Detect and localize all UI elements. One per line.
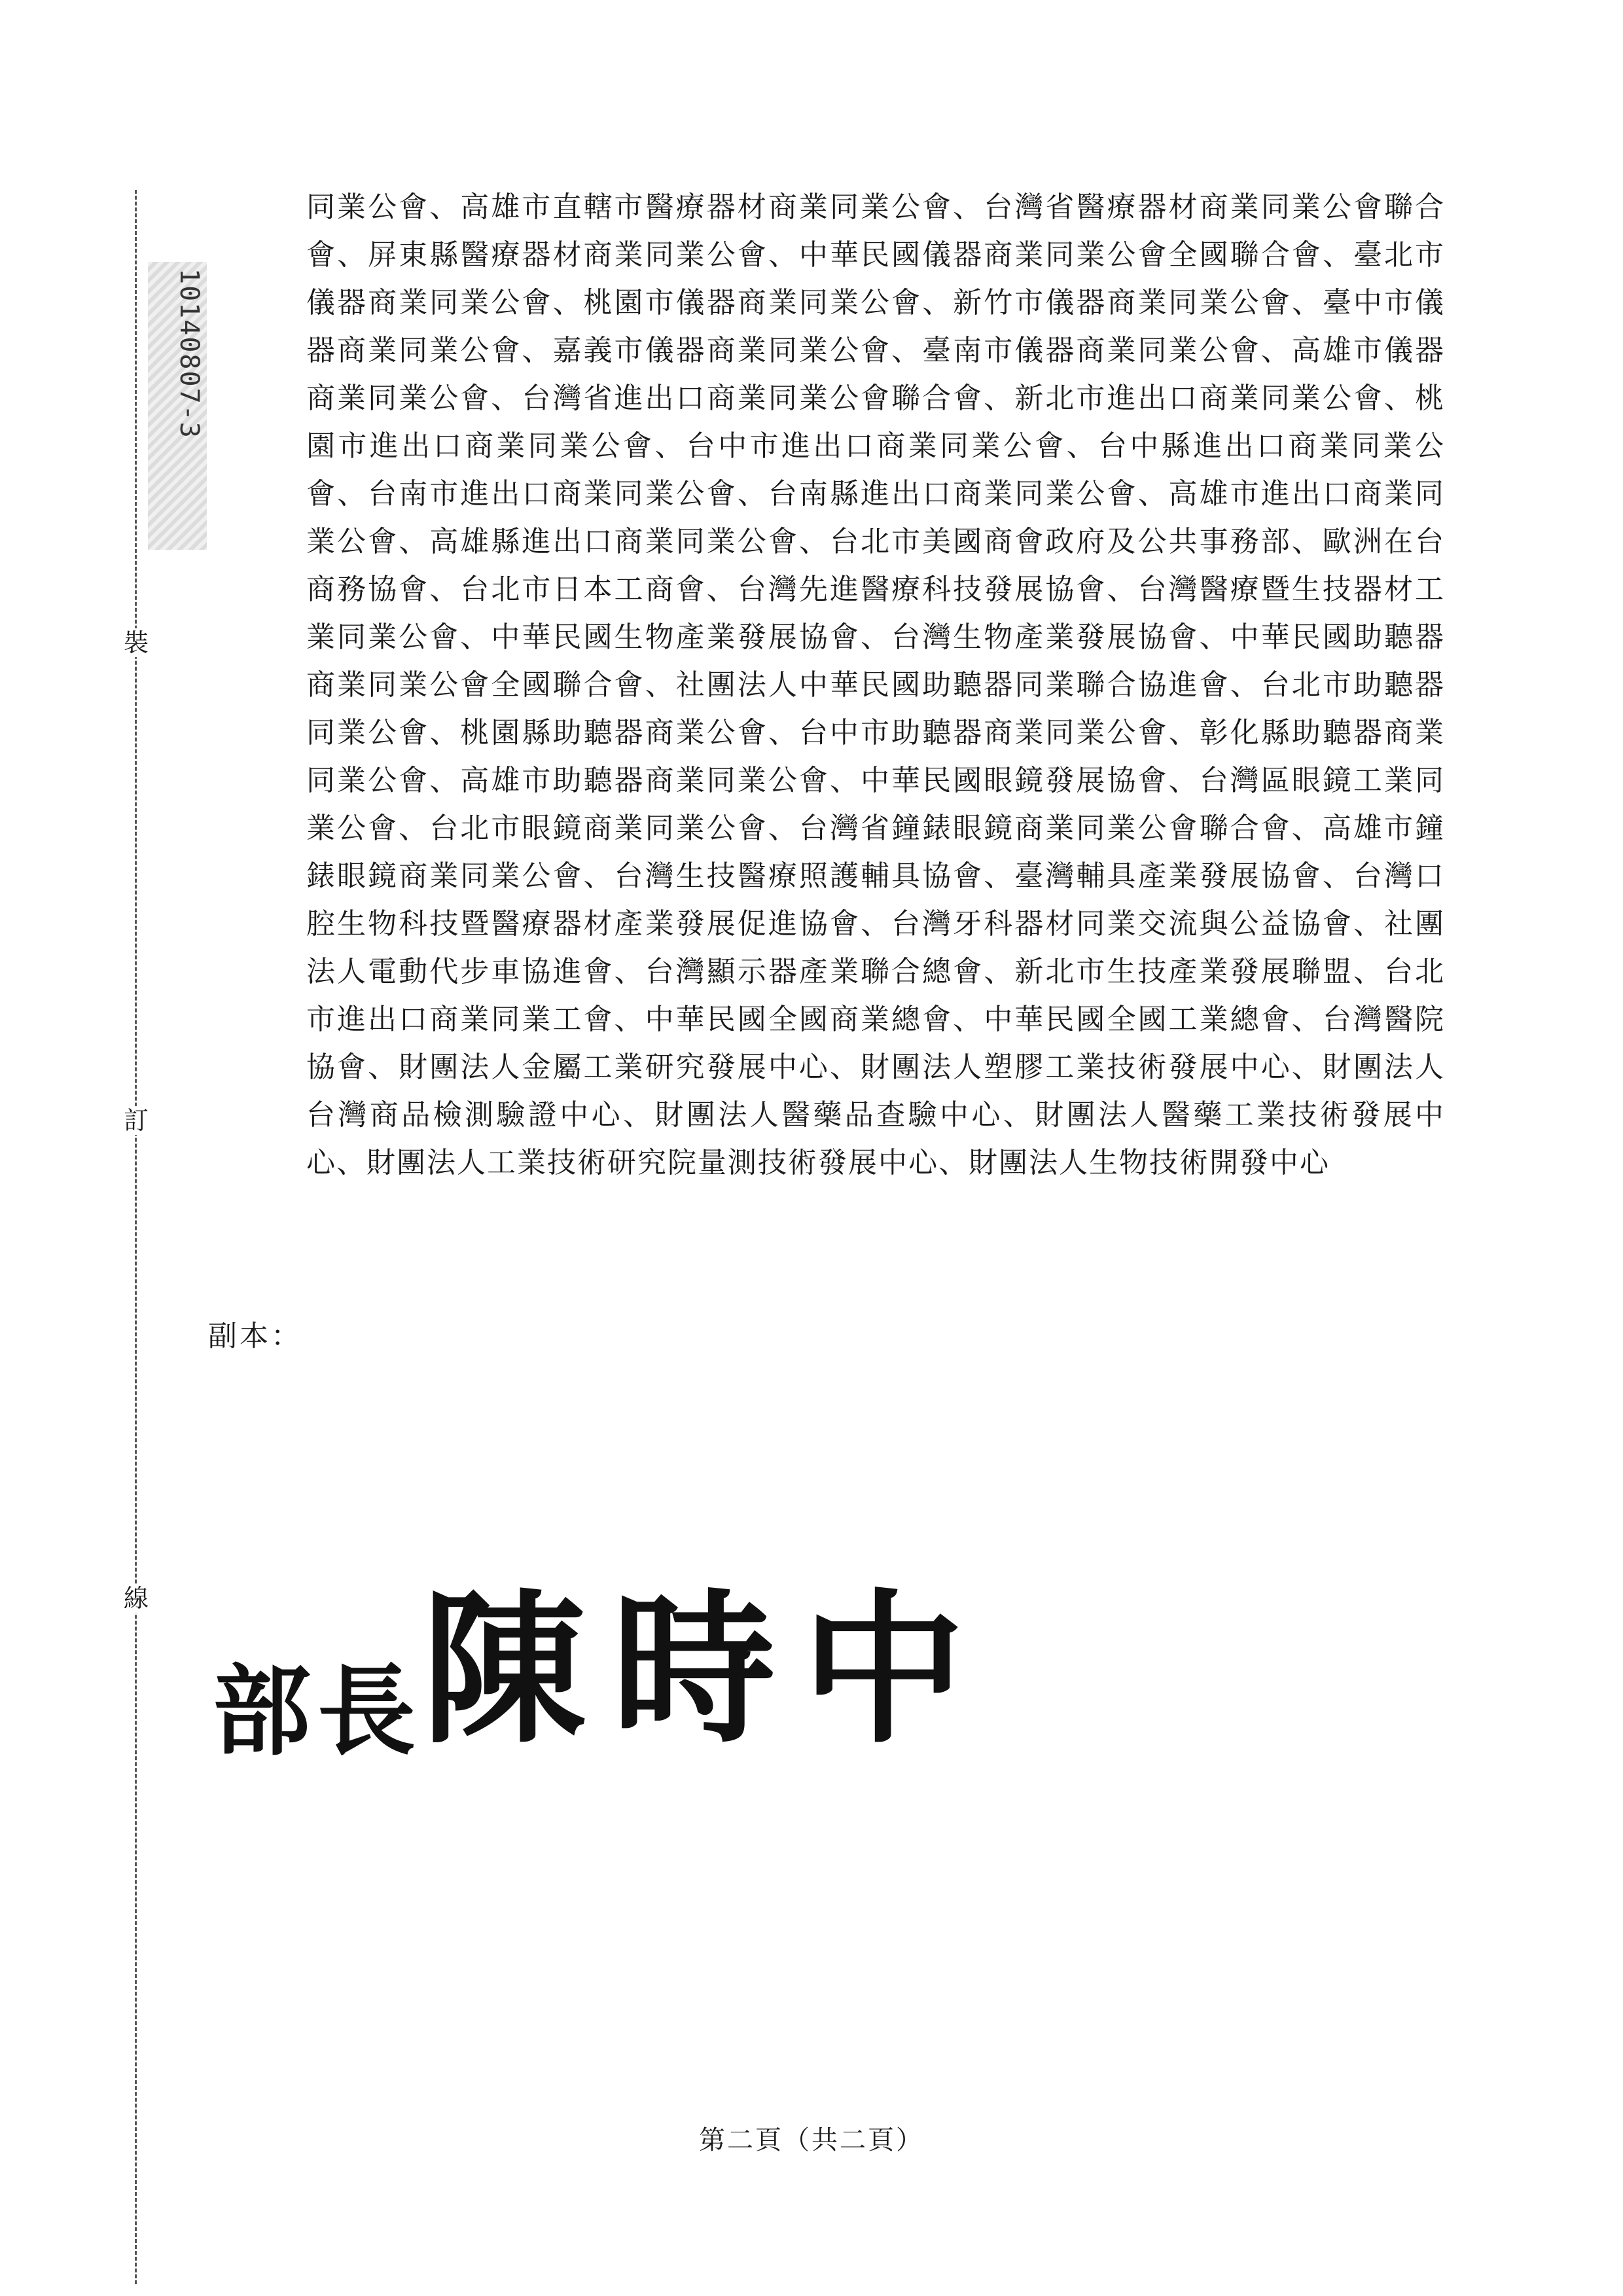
binding-label-xian: 線: [122, 1584, 151, 1613]
signature-name: 陳時中: [422, 1573, 992, 1765]
receipt-stamp-number: 10140807-3: [174, 268, 204, 439]
distribution-list: 同業公會、高雄市直轄市醫療器材商業同業公會、台灣省醫療器材商業同業公會聯合會、屏東縣醫療器材商業同業公會、中華民國儀器商業同業公會全國聯合會、臺北市儀器商業同業公會、桃園市儀器商業同業公會、新竹市儀器商業同業公會、臺中市儀器商業同業公會、嘉義市儀器商業同業公會、臺南市儀器商業同業公會、高雄市儀器商業同業公會、台灣省進出口商業同業公會聯合會、新北市進出口商業同業公會、桃園市進出口商業同業公會、台中市進出口商業同業公會、台中縣進出口商業同業公會、台南市進出口商業同業公會、台南縣進出口商業同業公會、高雄市進出口商業同業公會、高雄縣進出口商業同業公會、台北市美國商會政府及公共事務部、歐洲在台商務協會、台北市日本工商會、台灣先進醫療科技發展協會、台灣醫療暨生技器材工業同業公會、中華民國生物產業發展協會、台灣生物產業發展協會、中華民國助聽器商業同業公會全國聯合會、社團法人中華民國助聽器同業聯合協進會、台北市助聽器同業公會、桃園縣助聽器商業公會、台中市助聽器商業同業公會、彰化縣助聽器商業同業公會、高雄市助聽器商業同業公會、中華民國眼鏡發展協會、台灣區眼鏡工業同業公會、台北市眼鏡商業同業公會、台灣省鐘錶眼鏡商業同業公會聯合會、高雄市鐘錶眼鏡商業同業公會、台灣生技醫療照護輔具協會、臺灣輔具產業發展協會、台灣口腔生物科技暨醫療器材產業發展促進協會、台灣牙科器材同業交流與公益協會、社團法人電動代步車協進會、台灣顯示器產業聯合總會、新北市生技產業發展聯盟、台北市進出口商業同業工會、中華民國全國商業總會、中華民國全國工業總會、台灣醫院協會、財團法人金屬工業研究發展中心、財團法人塑膠工業技術發展中心、財團法人台灣商品檢測驗證中心、財團法人醫藥品查驗中心、財團法人醫藥工業技術發展中心、財團法人工業技術研究院量測技術發展中心、財團法人生物技術開發中心: [306, 190, 1445, 1179]
minister-signature: [213, 1538, 991, 1787]
signature-title: 部長: [213, 1654, 423, 1769]
binding-label-ding: 訂: [122, 1106, 151, 1135]
binding-label-zhuang: 裝: [122, 628, 151, 657]
page-number-footer: 第二頁（共二頁）: [699, 2125, 924, 2155]
binding-dashed-line: [135, 190, 137, 2284]
cc-label: 副本：: [208, 1319, 302, 1353]
